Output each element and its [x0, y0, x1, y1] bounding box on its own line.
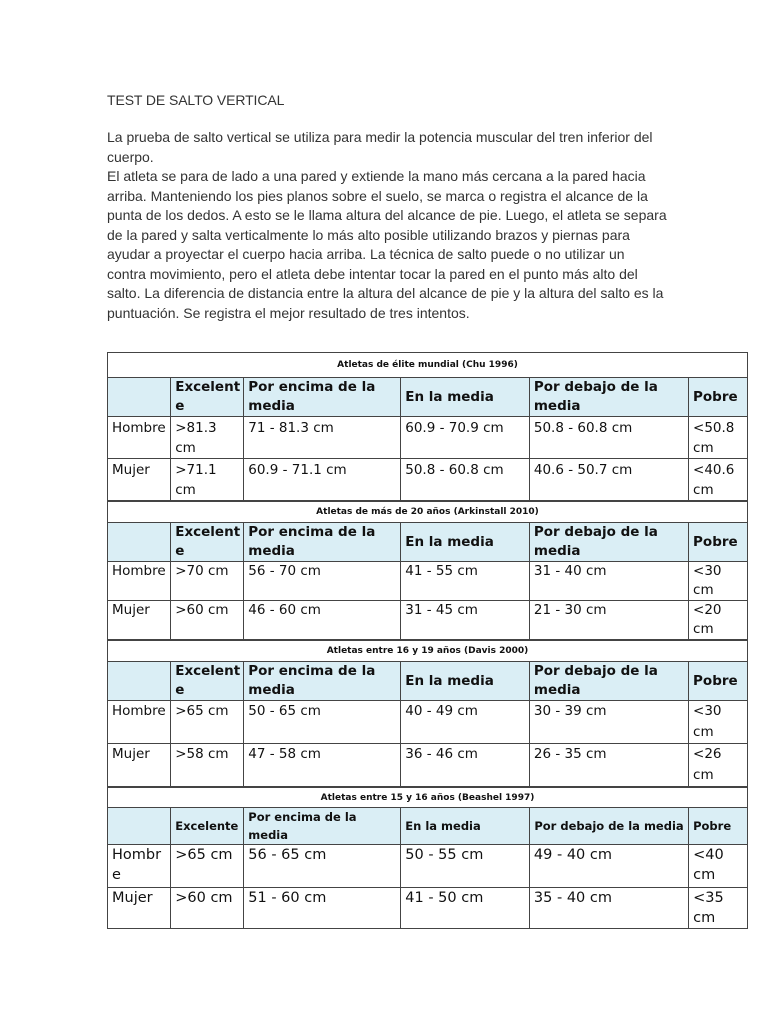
row-label: Mujer: [108, 744, 171, 787]
header-poor: Pobre: [689, 523, 748, 562]
cell-above-average: 47 - 58 cm: [244, 744, 401, 787]
header-above-average: Por encima de la media: [244, 378, 401, 417]
cell-average: 36 - 46 cm: [401, 744, 530, 787]
table-row: [108, 562, 748, 601]
cell-below-average: 21 - 30 cm: [529, 601, 688, 640]
document-intro: [107, 128, 667, 323]
cell-below-average: 35 - 40 cm: [529, 888, 688, 929]
table-header-row: [108, 523, 748, 562]
cell-excellent: >71.1 cm: [171, 459, 244, 501]
header-poor: Pobre: [689, 662, 748, 701]
cell-excellent: >60 cm: [171, 601, 244, 640]
norms-tables: [107, 352, 748, 929]
cell-above-average: 56 - 65 cm: [244, 845, 401, 888]
table-title: Atletas de élite mundial (Chu 1996): [108, 353, 748, 378]
header-above-average: Por encima de la media: [244, 662, 401, 701]
header-empty: [108, 808, 171, 845]
cell-below-average: 49 - 40 cm: [529, 845, 688, 888]
cell-poor: <50.8 cm: [689, 417, 748, 459]
header-average: En la media: [401, 662, 530, 701]
header-below-average: Por debajo de la media: [529, 378, 688, 417]
header-below-average: Por debajo de la media: [529, 662, 688, 701]
header-excellent: Excelent e: [171, 523, 244, 562]
header-above-average: Por encima de la media: [244, 808, 401, 845]
cell-poor: <20 cm: [689, 601, 748, 640]
row-label: Hombr e: [108, 845, 171, 888]
table-row: [108, 845, 748, 888]
intro-paragraph-2: El atleta se para de lado a una pared y extiende la mano más cercana a la pared hacia arriba. Manteniendo los pies planos sobre el suelo, se marca o registra el alcance de la punta de los dedos. A esto se le llama altura del alcance de pie. Luego, el atleta se separa de la pared y salta verticalmente lo más alto posible utilizando brazos y piernas para ayudar a proyectar el cuerpo hacia arriba. La técnica de salto puede o no utilizar un contra movimiento, pero el atleta debe intentar tocar la pared en el punto más alto del salto. La diferencia de distancia entre la altura del alcance de pie y la altura del salto es la puntuación. Se registra el mejor resultado de tres intentos.: [107, 168, 667, 321]
header-excellent: Excelent e: [171, 662, 244, 701]
header-poor: Pobre: [689, 808, 748, 845]
header-empty: [108, 378, 171, 417]
cell-average: 50 - 55 cm: [401, 845, 530, 888]
cell-below-average: 30 - 39 cm: [529, 701, 688, 744]
cell-above-average: 71 - 81.3 cm: [244, 417, 401, 459]
header-poor: Pobre: [689, 378, 748, 417]
cell-excellent: >65 cm: [171, 701, 244, 744]
header-above-average: Por encima de la media: [244, 523, 401, 562]
table-header-row: [108, 378, 748, 417]
cell-poor: <35 cm: [689, 888, 748, 929]
table-15-16: [107, 787, 748, 929]
table-row: [108, 888, 748, 929]
row-label: Hombre: [108, 701, 171, 744]
table-title: Atletas entre 15 y 16 años (Beashel 1997): [108, 788, 748, 808]
table-row: [108, 601, 748, 640]
table-title: Atletas entre 16 y 19 años (Davis 2000): [108, 641, 748, 662]
row-label: Hombre: [108, 417, 171, 459]
cell-average: 41 - 50 cm: [401, 888, 530, 929]
cell-below-average: 40.6 - 50.7 cm: [529, 459, 688, 501]
cell-poor: <26 cm: [689, 744, 748, 787]
cell-below-average: 31 - 40 cm: [529, 562, 688, 601]
table-row: [108, 744, 748, 787]
cell-poor: <40.6 cm: [689, 459, 748, 501]
cell-average: 50.8 - 60.8 cm: [401, 459, 530, 501]
row-label: Mujer: [108, 459, 171, 501]
table-row: [108, 459, 748, 501]
document-title: TEST DE SALTO VERTICAL: [107, 92, 285, 108]
cell-excellent: >70 cm: [171, 562, 244, 601]
cell-average: 41 - 55 cm: [401, 562, 530, 601]
table-header-row: [108, 662, 748, 701]
row-label: Mujer: [108, 601, 171, 640]
header-empty: [108, 523, 171, 562]
table-over-20: [107, 501, 748, 640]
cell-above-average: 56 - 70 cm: [244, 562, 401, 601]
table-16-19: [107, 640, 748, 787]
cell-above-average: 51 - 60 cm: [244, 888, 401, 929]
cell-excellent: >65 cm: [171, 845, 244, 888]
header-excellent: Excelente: [171, 808, 244, 845]
header-below-average: Por debajo de la media: [529, 523, 688, 562]
header-average: En la media: [401, 378, 530, 417]
cell-excellent: >81.3 cm: [171, 417, 244, 459]
table-header-row: [108, 808, 748, 845]
cell-above-average: 46 - 60 cm: [244, 601, 401, 640]
table-elite: [107, 352, 748, 501]
header-below-average: Por debajo de la media: [529, 808, 688, 845]
header-empty: [108, 662, 171, 701]
header-average: En la media: [401, 808, 530, 845]
intro-paragraph-1: La prueba de salto vertical se utiliza para medir la potencia muscular del tren inferior del cuerpo.: [107, 129, 653, 165]
cell-excellent: >60 cm: [171, 888, 244, 929]
table-row: [108, 701, 748, 744]
cell-poor: <40 cm: [689, 845, 748, 888]
cell-above-average: 60.9 - 71.1 cm: [244, 459, 401, 501]
cell-below-average: 26 - 35 cm: [529, 744, 688, 787]
cell-average: 40 - 49 cm: [401, 701, 530, 744]
cell-poor: <30 cm: [689, 562, 748, 601]
cell-excellent: >58 cm: [171, 744, 244, 787]
row-label: Mujer: [108, 888, 171, 929]
cell-average: 60.9 - 70.9 cm: [401, 417, 530, 459]
cell-above-average: 50 - 65 cm: [244, 701, 401, 744]
cell-average: 31 - 45 cm: [401, 601, 530, 640]
row-label: Hombre: [108, 562, 171, 601]
table-row: [108, 417, 748, 459]
cell-below-average: 50.8 - 60.8 cm: [529, 417, 688, 459]
header-excellent: Excelent e: [171, 378, 244, 417]
header-average: En la media: [401, 523, 530, 562]
table-title: Atletas de más de 20 años (Arkinstall 2010): [108, 502, 748, 523]
cell-poor: <30 cm: [689, 701, 748, 744]
